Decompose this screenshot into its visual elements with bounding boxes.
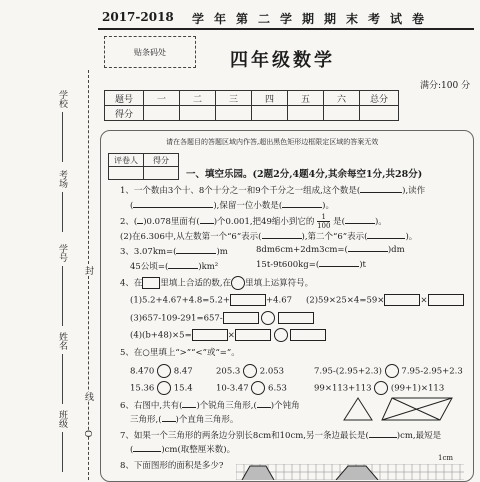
- school-line[interactable]: [62, 112, 63, 162]
- exam-room-line[interactable]: [62, 192, 63, 232]
- score-input-cell[interactable]: [324, 106, 360, 121]
- exam-room-label: 考场: [57, 170, 67, 188]
- q2-text: )。: [374, 217, 387, 227]
- q7-blank-longest[interactable]: [369, 437, 397, 438]
- q1-text: 1、一个数由3个十、8个十分之一和9个千分之一组成,这个数是(: [120, 186, 361, 196]
- q5-value: 10-3.47: [216, 383, 249, 394]
- q7-text: 7、如果一个三角形的两条边分别长8cm和10cm,另一条边最长是(: [120, 431, 369, 441]
- barcode-area: [104, 36, 196, 68]
- grid-shape-left: [242, 466, 274, 480]
- q5-compare-circle[interactable]: [374, 381, 388, 395]
- q4-2-box-b[interactable]: [428, 294, 464, 306]
- q3b-text: )km²: [198, 262, 219, 272]
- q3-text: )m: [216, 247, 228, 257]
- question-7-cont: [130, 443, 235, 455]
- score-input-cell[interactable]: [288, 106, 324, 121]
- q3b-blank-t[interactable]: [319, 266, 359, 267]
- question-5: [120, 346, 240, 358]
- score-input-cell[interactable]: [360, 106, 399, 121]
- q5-value: (99+1)×113: [390, 383, 445, 394]
- q5-value: 8.470: [130, 366, 155, 377]
- q5-row-2-mid: [216, 381, 287, 395]
- score-input-cell[interactable]: [180, 106, 216, 121]
- q4-2-text: ×: [420, 295, 428, 306]
- q5-value: 15.36: [130, 383, 155, 394]
- question-6: [120, 399, 300, 411]
- header-rule: [98, 28, 474, 30]
- class-label: 班级: [57, 410, 67, 428]
- q5-row-2-right: [314, 381, 444, 395]
- question-3-right: [256, 245, 405, 255]
- q4-text: 4、在: [120, 278, 143, 289]
- q6-blank-right[interactable]: [162, 421, 176, 422]
- seal-char-feng: 封: [83, 266, 93, 275]
- q7-text: (: [130, 445, 134, 455]
- q3b-text: 15t-9t600kg=(: [256, 260, 320, 270]
- q5-value: 99×113+113: [314, 383, 372, 394]
- q5-text: 5、在○里填上“>”“<”或“=”。: [120, 348, 240, 358]
- q4-1-box[interactable]: [230, 294, 266, 306]
- q5-compare-circle[interactable]: [251, 381, 265, 395]
- answer-area-warning: 请在各题目的答题区域内作答,超出黑色矩形边框限定区域的答案无效: [166, 138, 379, 146]
- q5-compare-circle[interactable]: [385, 364, 399, 378]
- q2-text: 2、(: [120, 217, 138, 227]
- question-3b: [130, 260, 218, 272]
- grader-score-label: 得分: [144, 154, 179, 167]
- q6-text: 三角形,(: [130, 415, 162, 425]
- q6-blank-acute[interactable]: [182, 407, 196, 408]
- q1-text: ),保留一位小数是(: [213, 201, 283, 211]
- q4-text: 里填上合适的数,在: [160, 278, 232, 289]
- triangles-figure: [342, 394, 460, 424]
- grader-box: [108, 153, 179, 180]
- school-year: 2017-2018: [102, 10, 174, 24]
- question-4-1: [130, 294, 292, 306]
- exam-title-header: 学年第二学期期末考试卷: [192, 12, 435, 26]
- circle-symbol: [231, 276, 245, 290]
- q6-text: )个钝角: [270, 401, 300, 411]
- class-line[interactable]: [62, 432, 63, 472]
- q3b-text: )t: [359, 260, 366, 270]
- student-id-label: 学号: [57, 244, 67, 262]
- score-table-cell: 三: [216, 91, 252, 106]
- q7-text: )cm,最短是: [396, 431, 442, 441]
- q3b-blank-km2[interactable]: [168, 268, 198, 269]
- grader-score-input[interactable]: [144, 167, 179, 180]
- grid-shape-right: [336, 466, 378, 480]
- area-grid-figure: [236, 464, 464, 480]
- score-table-cell: 一: [144, 91, 180, 106]
- q5-value: 205.3: [216, 366, 241, 377]
- q4-2-text: (2)59×25×4=59×: [306, 295, 385, 306]
- reviewer-label: 评卷人: [109, 154, 144, 167]
- q3-blank-m[interactable]: [176, 253, 216, 254]
- score-table-score-row: [105, 106, 399, 121]
- q5-value: 2.053: [259, 366, 285, 377]
- q6-blank-obtuse[interactable]: [257, 407, 271, 408]
- question-7: [120, 429, 441, 441]
- q2-text: 是(: [333, 217, 345, 227]
- q2b-text: ),第二个“6”表示(: [301, 232, 368, 242]
- student-id-line[interactable]: [62, 266, 63, 326]
- q4-4-box-b[interactable]: [235, 329, 271, 341]
- question-4-4: [130, 328, 326, 342]
- q7-text: )cm(取整厘米数)。: [161, 445, 236, 455]
- q1-text: ),读作: [402, 186, 426, 196]
- q4-1-text: (1)5.2+4.67+4.8=5.2+: [130, 295, 231, 306]
- score-table-cell: 得分: [105, 106, 144, 121]
- question-8: [120, 459, 223, 471]
- q1-text: (: [130, 201, 134, 211]
- q4-4-text: (4)(b+48)×5=: [130, 330, 192, 341]
- q5-value: 8.47: [173, 366, 193, 377]
- score-table-cell: 二: [180, 91, 216, 106]
- q2b-blank-first[interactable]: [262, 238, 302, 239]
- q5-row-1-mid: [216, 364, 284, 378]
- question-3: [120, 245, 228, 257]
- q2-text: )个0.001,把49缩小到它的: [213, 217, 315, 227]
- q6-text: )个直角三角形。: [175, 415, 239, 425]
- section-1-title: 一、填空乐园。(2题2分,4题4分,其余每空1分,共28分): [186, 169, 423, 180]
- q5-value: 7.95-(2.95+2.3): [314, 366, 382, 377]
- q5-row-2: [130, 381, 193, 395]
- q5-compare-circle[interactable]: [157, 364, 171, 378]
- q2-blank-c[interactable]: [345, 223, 375, 224]
- question-4: [120, 276, 313, 290]
- q4-4-circle[interactable]: [274, 328, 288, 342]
- score-input-cell[interactable]: [252, 106, 288, 121]
- full-score: 满分:100 分: [420, 81, 471, 91]
- q2-text: )0.078里面有(: [143, 217, 200, 227]
- q5-value: 15.4: [173, 383, 193, 394]
- q5-compare-circle[interactable]: [243, 364, 257, 378]
- q8-text: 8、下面图形的面积是多少?: [120, 461, 224, 471]
- score-table-cell: 五: [288, 91, 324, 106]
- q3-text: 3、3.07km=(: [120, 247, 177, 257]
- q4-2-box-a[interactable]: [384, 294, 420, 306]
- school-label: 学校: [57, 90, 67, 108]
- barcode-label: 贴条码处: [134, 47, 166, 57]
- q5-row-1-right: [314, 364, 463, 378]
- seal-circle: O: [82, 430, 92, 438]
- fraction-numerator: 1: [317, 213, 330, 222]
- q4-4-box-c[interactable]: [290, 329, 326, 341]
- score-input-cell[interactable]: [216, 106, 252, 121]
- q4-4-box-a[interactable]: [192, 329, 228, 341]
- q1-blank-number[interactable]: [360, 192, 402, 193]
- question-2: [120, 213, 387, 230]
- question-6-cont: [130, 413, 238, 425]
- q2b-text: )。: [405, 232, 418, 242]
- q4-3-box-b[interactable]: [278, 312, 314, 324]
- q3-blank-dm[interactable]: [348, 251, 388, 252]
- score-table-header-row: [105, 91, 399, 106]
- q4-3-box-a[interactable]: [223, 312, 259, 324]
- q2-blank-b[interactable]: [200, 223, 214, 224]
- q1-blank-reading[interactable]: [133, 207, 213, 208]
- question-1-cont: [130, 199, 334, 211]
- q3-text: 8dm6cm+2dm3cm=(: [256, 245, 348, 255]
- q3-text: )dm: [387, 245, 405, 255]
- seal-dashed-line: [88, 70, 89, 480]
- paper-title: 四年级数学: [230, 50, 335, 71]
- q5-compare-circle[interactable]: [157, 381, 171, 395]
- q4-1-text: +4.67: [266, 295, 293, 306]
- score-table-cell: 四: [252, 91, 288, 106]
- reviewer-input[interactable]: [109, 167, 144, 180]
- question-4-3: [130, 311, 314, 325]
- q5-row-1: [130, 364, 193, 378]
- question-1: [120, 184, 425, 196]
- q7-blank-shortest[interactable]: [133, 451, 161, 452]
- fraction-denominator: 100: [317, 222, 331, 230]
- q1-blank-rounded[interactable]: [282, 207, 322, 208]
- q4-3-circle[interactable]: [261, 311, 275, 325]
- q1-text: )。: [322, 201, 334, 211]
- name-label: 姓名: [57, 332, 67, 350]
- question-3b-right: [256, 260, 366, 270]
- q4-text: 里填上运算符号。: [245, 278, 314, 289]
- q4-4-text: ×: [227, 330, 235, 341]
- fraction-1-100: [317, 213, 330, 230]
- score-table: [104, 90, 399, 121]
- triangle-shape: [344, 398, 372, 420]
- name-line[interactable]: [62, 354, 63, 404]
- q3b-text: 45公顷=(: [130, 262, 169, 272]
- question-4-2: [306, 294, 464, 306]
- q6-text: )个锐角三角形,(: [196, 401, 257, 411]
- square-symbol: [142, 277, 160, 289]
- grid-unit-label: 1cm: [438, 454, 454, 462]
- q6-text: 6、右图中,共有(: [120, 401, 183, 411]
- q2b-blank-second[interactable]: [367, 238, 405, 239]
- q5-value: 7.95-2.95+2.3: [401, 366, 463, 377]
- q5-value: 6.53: [268, 383, 287, 394]
- q4-3-text: (3)657-109-291=657-: [130, 313, 223, 324]
- score-table-cell: 六: [324, 91, 360, 106]
- score-table-cell: 题号: [105, 91, 144, 106]
- seal-char-xian: 线: [83, 392, 93, 401]
- score-table-cell: 总分: [360, 91, 399, 106]
- q2b-text: (2)在6.306中,从左数第一个“6”表示(: [120, 232, 262, 242]
- score-input-cell[interactable]: [144, 106, 180, 121]
- binding-sidebar: [8, 70, 96, 480]
- question-2b: [120, 230, 417, 242]
